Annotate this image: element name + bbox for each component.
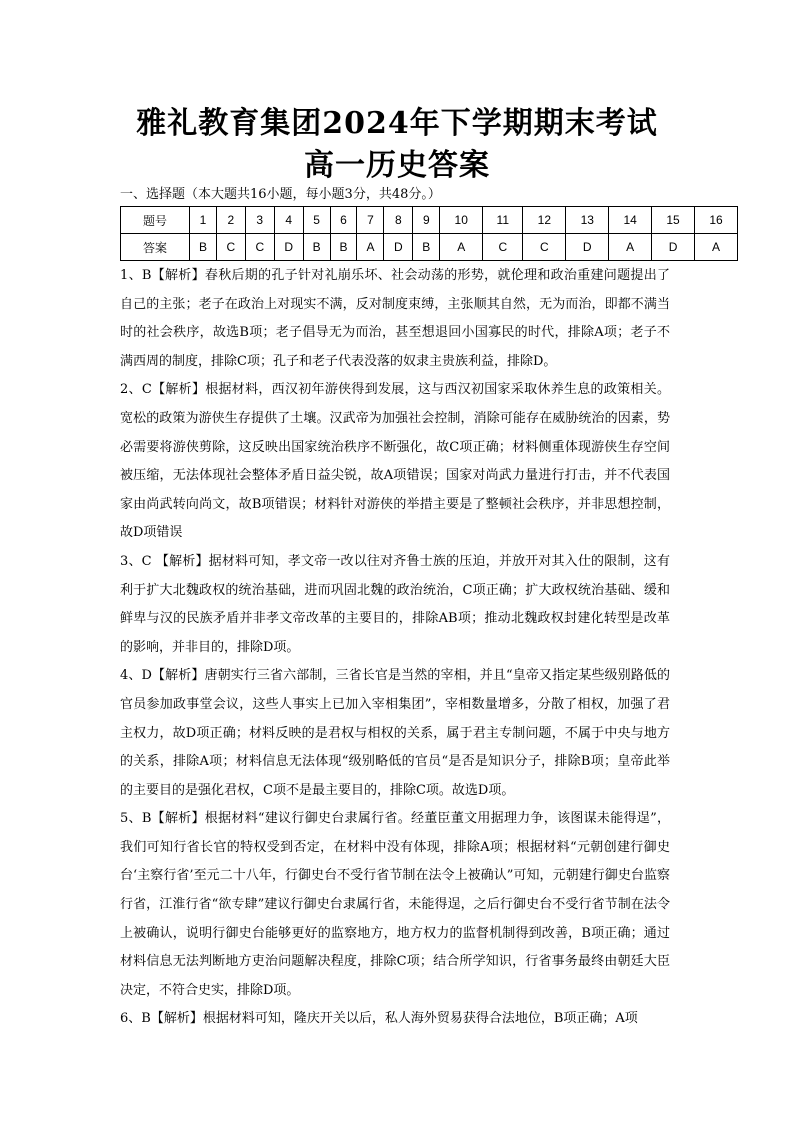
answer-cell: D: [274, 234, 303, 261]
answer-cell: A: [357, 234, 384, 261]
explanation-q2: 2、C【解析】根据材料，西汉初年游侠得到发展，这与西汉初国家采取休养生息的政策相关。宽松的政策为游侠生存提供了土壤。汉武帝为加强社会控制，消除可能存在威胁统治的因素，势必需要将游侠剪除，这反映出国家统治秩序不断强化，故C项正确；材料侧重体现游侠生存空间被压缩，无法体现社会整体矛盾日益尖锐，故A项错误；国家对尚武力量进行打击，并不代表国家由尚武转向尚文，故B项错误；材料针对游侠的举措主要是了整顿社会秩序，并非思想控制，故D项错误: [120, 382, 670, 541]
row-label-answers: 答案: [121, 234, 190, 261]
answer-cell: D: [384, 234, 413, 261]
answer-cell: D: [566, 234, 609, 261]
question-number: 4: [274, 207, 303, 234]
exam-title: 雅礼教育集团2024年下学期期末考试: [136, 106, 658, 141]
answer-cell: C: [523, 234, 566, 261]
explanation-q1: 1、B【解析】春秋后期的孔子针对礼崩乐坏、社会动荡的形势，就伦理和政治重建问题提出了自己的主张；老子在政治上对现实不满，反对制度束缚，主张顺其自然，无为而治，即都不满当时的社会秩序，故选B项；老子倡导无为而治，甚至想退回小国寡民的时代，排除A项；老子不满西周的制度，排除C项；孔子和老子代表没落的奴隶主贵族利益，排除D。: [120, 268, 670, 369]
question-number: 10: [440, 207, 483, 234]
question-number: 6: [330, 207, 357, 234]
question-number: 16: [695, 207, 738, 234]
question-number: 13: [566, 207, 609, 234]
question-number: 3: [245, 207, 274, 234]
question-number: 11: [483, 207, 523, 234]
answer-cell: B: [190, 234, 217, 261]
answer-row: [121, 234, 738, 261]
explanation-q5: 5、B【解析】根据材料“建议行御史台隶属行省。经董臣董文用据理力争，该图谋未能得逞”，我们可知行省长官的特权受到否定，在材料中没有体现，排除A项；根据材料“元朝创建行御史台‘主察行省’至元二十八年，行御史台不受行省节制在法令上被确认”可知，元朝建行御史台监察行省，江淮行省“欲专肆”建议行御史台隶属行省，未能得逞，之后行御史台不受行省节制在法令上被确认，说明行御史台能够更好的监察地方，地方权力的监督机制得到改善，B项正确；通过材料信息无法判断地方吏治问题解决程度，排除C项；结合所学知识，行省事务最终由朝廷大臣决定，不符合史实，排除D项。: [120, 811, 670, 998]
answer-cell: D: [652, 234, 695, 261]
question-number: 7: [357, 207, 384, 234]
question-number: 5: [303, 207, 330, 234]
question-number: 12: [523, 207, 566, 234]
exam-subtitle: 高一历史答案: [304, 148, 490, 183]
question-number: 9: [413, 207, 440, 234]
answer-cell: B: [330, 234, 357, 261]
question-number: 15: [652, 207, 695, 234]
explanation-q6: 6、B【解析】根据材料可知，隆庆开关以后，私人海外贸易获得合法地位，B项正确；A项: [120, 1011, 638, 1027]
answer-cell: A: [695, 234, 738, 261]
answer-cell: C: [216, 234, 245, 261]
answer-table: [120, 206, 738, 261]
explanations: [120, 262, 670, 1034]
section-heading: 一、选择题（本大题共16小题，每小题3分，共48分。）: [120, 187, 441, 202]
question-number: 14: [609, 207, 652, 234]
explanation-q4: 4、D【解析】唐朝实行三省六部制，三省长官是当然的宰相，并且“皇帝又指定某些级别路低的官员参加政事堂会议，这些人事实上已加入宰相集团”，宰相数量增多，分散了相权，加强了君主权力，故D项正确；材料反映的是君权与相权的关系，属于君主专制问题，不属于中央与地方的关系，排除A项；材料信息无法体现“级别略低的官员“是否是知识分子，排除B项；皇帝此举的主要目的是强化君权，C项不是最主要目的，排除C项。故选D项。: [120, 668, 670, 798]
row-label-numbers: 题号: [121, 207, 190, 234]
answer-cell: A: [609, 234, 652, 261]
answer-cell: A: [440, 234, 483, 261]
question-number-row: [121, 207, 738, 234]
answer-cell: B: [413, 234, 440, 261]
question-number: 2: [216, 207, 245, 234]
answer-cell: B: [303, 234, 330, 261]
answer-cell: C: [245, 234, 274, 261]
question-number: 1: [190, 207, 217, 234]
explanation-q3: 3、C 【解析】据材料可知，孝文帝一改以往对齐鲁士族的压迫，并放开对其入仕的限制，这有利于扩大北魏政权的统治基础，进而巩固北魏的政治统治，C项正确；扩大政权统治基础、缓和鲜卑与汉的民族矛盾并非孝文帝改革的主要目的，排除AB项；推动北魏政权封建化转型是改革的影响，并非目的，排除D项。: [120, 553, 670, 655]
answer-cell: C: [483, 234, 523, 261]
question-number: 8: [384, 207, 413, 234]
